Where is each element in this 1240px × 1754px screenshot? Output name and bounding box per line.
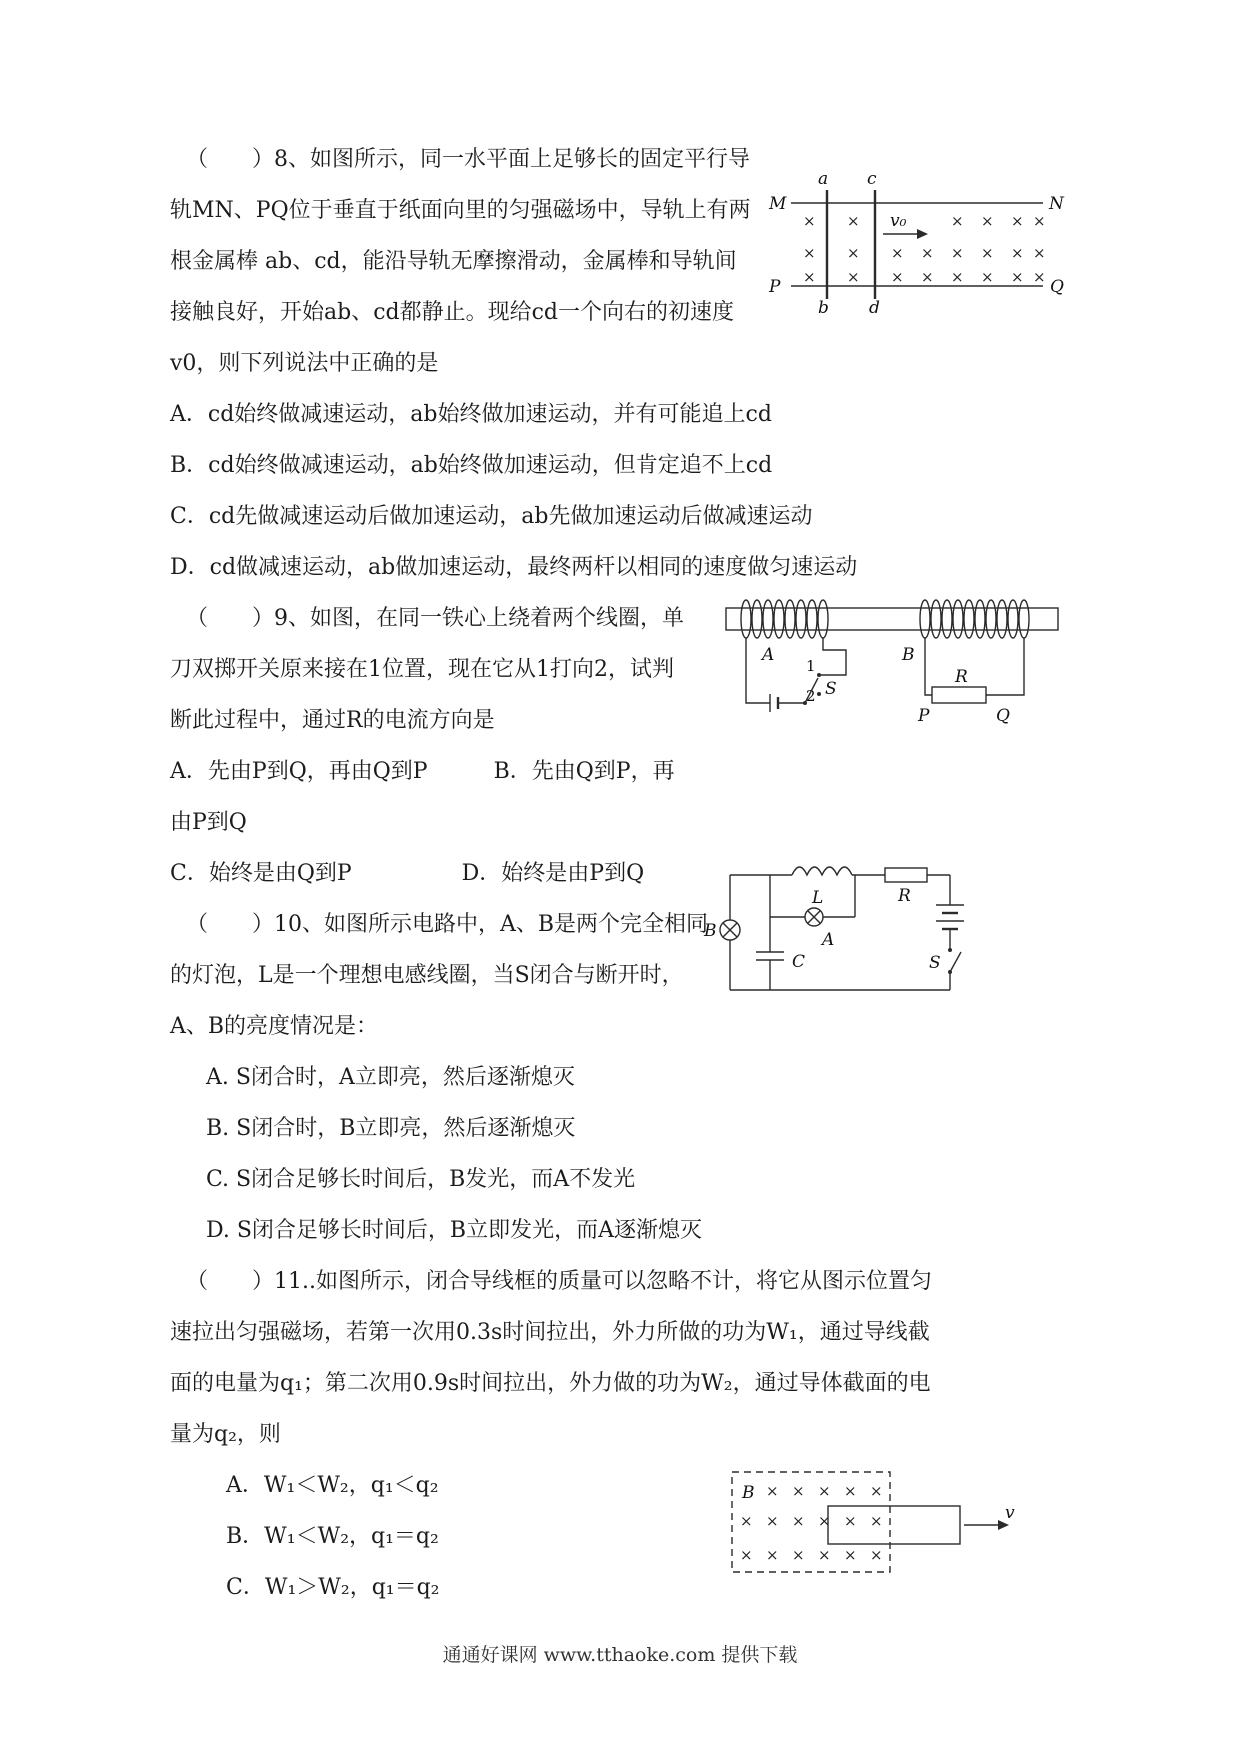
q8-option-c: C．cd先做减速运动后做加速运动，ab先做加速运动后做减速运动	[170, 504, 813, 529]
svg-text:×: ×	[981, 268, 994, 286]
svg-text:×: ×	[951, 268, 964, 286]
svg-text:S: S	[825, 679, 837, 699]
q9-intro-line-3: 断此过程中，通过R的电流方向是	[170, 708, 495, 733]
secondary-circuit	[901, 638, 1024, 726]
field-symbols	[740, 1482, 883, 1564]
svg-text:×: ×	[803, 212, 816, 230]
inductor-l	[792, 867, 852, 875]
q8-option-d: D．cd做减速运动，ab做加速运动，最终两杆以相同的速度做匀速运动	[170, 555, 858, 580]
field-region	[732, 1472, 890, 1572]
svg-text:B: B	[704, 921, 717, 941]
svg-text:×: ×	[766, 1546, 779, 1564]
svg-text:R: R	[898, 886, 911, 906]
svg-text:×: ×	[921, 268, 934, 286]
svg-text:c: c	[867, 169, 877, 189]
q8-intro-line-2: 轨MN、PQ位于垂直于纸面向里的匀强磁场中，导轨上有两	[170, 198, 751, 223]
svg-text:×: ×	[1033, 244, 1046, 262]
q9-intro-line-1: （ ）9、如图，在同一铁心上绕着两个线圈，单	[186, 606, 684, 631]
svg-text:×: ×	[870, 1512, 883, 1530]
q8-intro-line-3: 根金属棒 ab、cd，能沿导轨无摩擦滑动，金属棒和导轨间	[170, 249, 737, 274]
svg-text:×: ×	[951, 244, 964, 262]
svg-text:×: ×	[891, 268, 904, 286]
velocity-label: v	[1005, 1503, 1015, 1523]
svg-text:×: ×	[1033, 212, 1046, 230]
q9-options-c-d: C．始终是由Q到P D．始终是由P到Q	[170, 861, 645, 886]
resistor-r	[885, 868, 927, 882]
svg-text:Q: Q	[996, 706, 1010, 726]
q8-option-a: A．cd始终做减速运动，ab始终做加速运动，并有可能追上cd	[170, 402, 772, 427]
q9-transformer-diagram	[712, 598, 1072, 733]
svg-text:×: ×	[921, 244, 934, 262]
svg-text:×: ×	[844, 1512, 857, 1530]
q10-intro-line-3: A、B的亮度情况是：	[170, 1014, 379, 1039]
q10-option-c: C. S闭合足够长时间后，B发光，而A不发光	[206, 1167, 636, 1192]
component-labels	[703, 886, 941, 973]
q10-circuit-diagram	[700, 855, 1000, 1010]
svg-text:×: ×	[844, 1482, 857, 1500]
q9-options-a-b: A．先由P到Q，再由Q到P B．先由Q到P，再	[170, 759, 675, 784]
svg-text:×: ×	[740, 1512, 753, 1530]
primary-circuit	[746, 638, 846, 712]
q11-loop-field-diagram	[728, 1468, 1058, 1583]
svg-text:2: 2	[806, 687, 816, 705]
battery	[936, 905, 964, 929]
svg-text:×: ×	[766, 1482, 779, 1500]
svg-text:×: ×	[981, 212, 994, 230]
svg-text:×: ×	[803, 244, 816, 262]
q10-option-a: A. S闭合时，A立即亮，然后逐渐熄灭	[206, 1065, 575, 1090]
svg-text:C: C	[792, 952, 806, 972]
rail-labels	[768, 169, 1065, 316]
svg-text:×: ×	[792, 1512, 805, 1530]
footer-watermark: 通通好课网 www.tthaoke.com 提供下载	[442, 1644, 798, 1666]
svg-text:×: ×	[847, 212, 860, 230]
svg-text:×: ×	[951, 212, 964, 230]
q11-option-a: A．W₁＜W₂，q₁＜q₂	[226, 1473, 439, 1498]
svg-text:×: ×	[1033, 268, 1046, 286]
q11-option-b: B．W₁＜W₂，q₁＝q₂	[226, 1524, 439, 1549]
field-label: B	[742, 1483, 755, 1503]
q11-option-c: C．W₁＞W₂，q₁＝q₂	[226, 1575, 440, 1600]
svg-text:d: d	[869, 298, 880, 316]
field-symbols	[803, 212, 1046, 286]
q11-intro-line-1: （ ）11..如图所示，闭合导线框的质量可以忽略不计，将它从图示位置匀	[186, 1269, 932, 1294]
q10-option-d: D. S闭合足够长时间后，B立即发光，而A逐渐熄灭	[206, 1218, 702, 1243]
svg-text:×: ×	[981, 244, 994, 262]
svg-text:L: L	[812, 888, 824, 908]
svg-text:×: ×	[792, 1482, 805, 1500]
q10-option-b: B. S闭合时，B立即亮，然后逐渐熄灭	[206, 1116, 576, 1141]
svg-text:S: S	[929, 953, 941, 973]
svg-text:×: ×	[818, 1482, 831, 1500]
svg-text:×: ×	[818, 1512, 831, 1530]
q11-intro-line-3: 面的电量为q₁；第二次用0.9s时间拉出，外力做的功为W₂，通过导体截面的电	[170, 1371, 931, 1396]
q8-rails-diagram	[763, 168, 1073, 316]
svg-text:×: ×	[818, 1546, 831, 1564]
svg-text:×: ×	[1011, 268, 1024, 286]
lamp-a	[805, 908, 823, 926]
q9-option-b-continued: 由P到Q	[170, 810, 247, 835]
svg-text:×: ×	[891, 244, 904, 262]
capacitor-c	[756, 952, 784, 960]
svg-text:×: ×	[792, 1546, 805, 1564]
svg-text:1: 1	[806, 657, 816, 675]
q8-intro-line-4: 接触良好，开始ab、cd都静止。现给cd一个向右的初速度	[170, 300, 735, 325]
q8-intro-line-1: （ ）8、如图所示，同一水平面上足够长的固定平行导	[186, 147, 750, 172]
svg-text:×: ×	[870, 1482, 883, 1500]
q10-intro-line-2: 的灯泡，L是一个理想电感线圈，当S闭合与断开时，	[170, 963, 684, 988]
svg-text:×: ×	[847, 244, 860, 262]
q8-intro-line-5: v0，则下列说法中正确的是	[170, 351, 439, 376]
svg-text:A: A	[762, 645, 775, 665]
velocity-arrow	[964, 1520, 1009, 1530]
svg-text:v₀: v₀	[890, 211, 907, 231]
q11-intro-line-4: 量为q₂，则	[170, 1422, 281, 1447]
q9-intro-line-2: 刀双掷开关原来接在1位置，现在它从1打向2，试判	[170, 657, 674, 682]
q8-option-b: B．cd始终做减速运动，ab始终做加速运动，但肯定追不上cd	[170, 453, 773, 478]
coil-b-winding	[920, 600, 1029, 638]
svg-text:×: ×	[844, 1546, 857, 1564]
svg-text:×: ×	[1011, 212, 1024, 230]
svg-text:R: R	[955, 667, 968, 687]
lamp-b	[720, 920, 740, 940]
svg-text:×: ×	[847, 268, 860, 286]
svg-text:×: ×	[1011, 244, 1024, 262]
rails	[791, 203, 1043, 286]
switch-s	[948, 948, 961, 974]
svg-text:Q: Q	[1050, 277, 1064, 297]
resistor-r	[932, 687, 986, 703]
svg-text:M: M	[769, 194, 787, 214]
svg-text:A: A	[822, 930, 835, 950]
svg-text:×: ×	[870, 1546, 883, 1564]
svg-text:×: ×	[740, 1546, 753, 1564]
circuit-wires	[730, 867, 950, 990]
svg-text:N: N	[1049, 194, 1064, 214]
svg-text:B: B	[902, 645, 915, 665]
svg-text:P: P	[769, 277, 781, 297]
svg-text:P: P	[918, 706, 930, 726]
q11-intro-line-2: 速拉出匀强磁场，若第一次用0.3s时间拉出，外力所做的功为W₁，通过导线截	[170, 1320, 930, 1345]
coil-a-winding	[741, 600, 828, 638]
q10-intro-line-1: （ ）10、如图所示电路中，A、B是两个完全相同	[186, 912, 709, 937]
svg-text:a: a	[818, 169, 829, 189]
svg-text:×: ×	[766, 1512, 779, 1530]
svg-text:×: ×	[803, 268, 816, 286]
svg-text:b: b	[818, 298, 829, 316]
